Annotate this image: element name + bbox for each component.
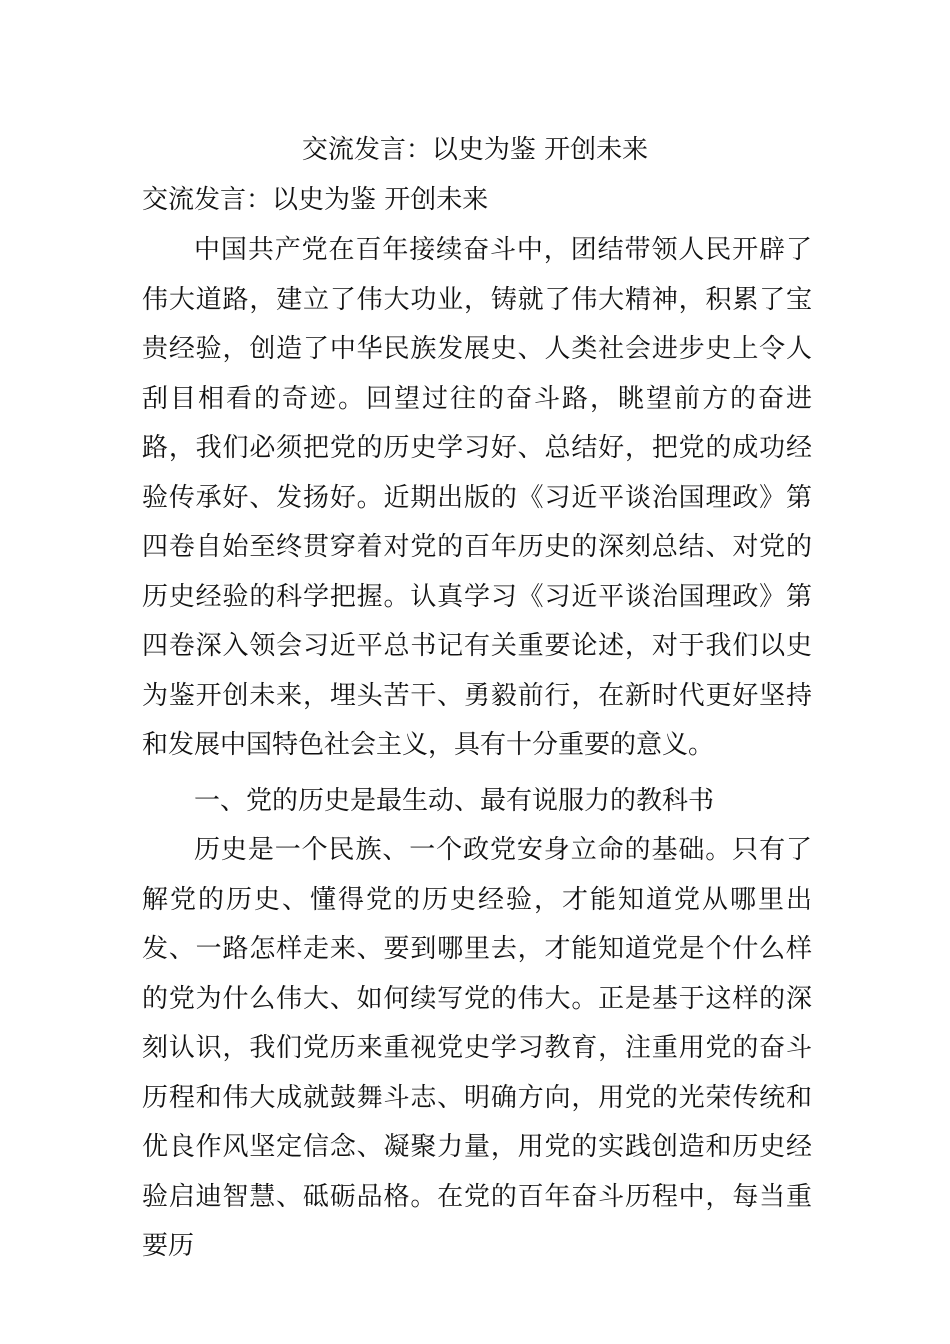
paragraph-intro: 中国共产党在百年接续奋斗中，团结带领人民开辟了伟大道路，建立了伟大功业，铸就了伟大精神，积累了宝贵经验，创造了中华民族发展史、人类社会进步史上令人刮目相看的奇迹。回望过往的奋斗路，眺望前方的奋进路，我们必须把党的历史学习好、总结好，把党的成功经验传承好、发扬好。近期出版的《习近平谈治国理政》第四卷自始至终贯穿着对党的百年历史的深刻总结、对党的历史经验的科学把握。认真学习《习近平谈治国理政》第四卷深入领会习近平总书记有关重要论述，对于我们以史为鉴开创未来，埋头苦干、勇毅前行，在新时代更好坚持和发展中国特色社会主义，具有十分重要的意义。 bbox=[142, 235, 812, 760]
paragraph-section-1: 历史是一个民族、一个政党安身立命的基础。只有了解党的历史、懂得党的历史经验，才能知道党从哪里出发、一路怎样走来、要到哪里去，才能知道党是个什么样的党为什么伟大、如何续写党的伟大。正是基于这样的深刻认识，我们党历来重视党史学习教育，注重用党的奋斗历程和伟大成就鼓舞斗志、明确方向，用党的光荣传统和优良作风坚定信念、凝聚力量，用党的实践创造和历史经验启迪智慧、砥砺品格。在党的百年奋斗历程中，每当重要历 bbox=[142, 835, 812, 1261]
section-heading-1: 一、党的历史是最生动、最有说服力的教科书 bbox=[194, 786, 715, 816]
document-title: 交流发言：以史为鉴 开创未来 bbox=[301, 135, 649, 165]
document-subtitle: 交流发言：以史为鉴 开创未来 bbox=[142, 185, 489, 215]
